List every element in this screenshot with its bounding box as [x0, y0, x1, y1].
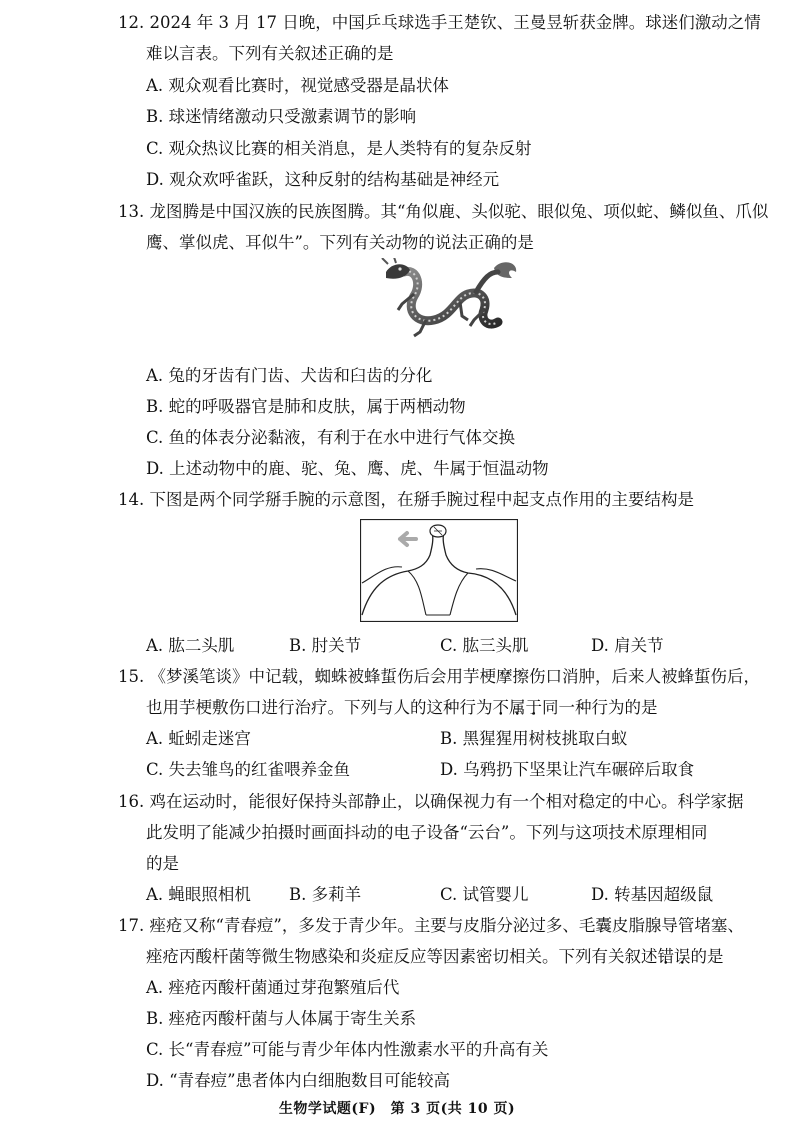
q16-option-a: A. 蝇眼照相机 [146, 885, 251, 904]
q12-stem-line2: 难以言表。下列有关叙述正确的是 [146, 44, 394, 63]
q13-option-c: C. 鱼的体表分泌黏液，有利于在水中进行气体交换 [146, 428, 516, 447]
q15-stem-line2-pre: 也用芋梗敷伤口进行治疗。下列与人的这种行为 [146, 698, 493, 717]
q14-option-a: A. 肱二头肌 [146, 636, 235, 655]
q13-stem-line2: 鹰、掌似虎、耳似牛”。下列有关动物的说法正确的是 [146, 233, 534, 252]
q17-option-b: B. 痤疮丙酸杆菌与人体属于寄生关系 [146, 1009, 417, 1028]
q14-option-b: B. 肘关节 [289, 636, 362, 655]
emphasis-char: 于 [525, 698, 542, 717]
q16-option-d: D. 转基因超级鼠 [591, 885, 714, 904]
emphasis-char: 不 [492, 698, 509, 717]
q16-option-c: C. 试管婴儿 [440, 885, 529, 904]
q12-option-c: C. 观众热议比赛的相关消息，是人类特有的复杂反射 [146, 139, 532, 158]
q17-stem-line1: 17. 痤疮又称“青春痘”，多发于青少年。主要与皮脂分泌过多、毛囊皮脂腺导管堵塞、 [118, 916, 744, 935]
q12-option-d: D. 观众欢呼雀跃，这种反射的结构基础是神经元 [146, 170, 500, 189]
q12-stem-line1: 12. 2024 年 3 月 17 日晚，中国乒乓球选手王楚钦、王曼昱斩获金牌。球迷们激动之情 [118, 13, 761, 32]
q13-option-d: D. 上述动物中的鹿、驼、兔、鹰、虎、牛属于恒温动物 [146, 459, 549, 478]
emphasis-char: 错 [657, 947, 674, 966]
q12-option-b: B. 球迷情绪激动只受激素调节的影响 [146, 107, 417, 126]
q13-option-a: A. 兔的牙齿有门齿、犬齿和臼齿的分化 [146, 366, 433, 385]
q14-stem-line1: 14. 下图是两个同学掰手腕的示意图，在掰手腕过程中起支点作用的主要结构是 [118, 490, 694, 509]
emphasis-char: 误 [674, 947, 691, 966]
q17-stem-line2-post: 的是 [690, 947, 724, 966]
q17-option-c: C. 长“青春痘”可能与青少年体内性激素水平的升高有关 [146, 1040, 549, 1059]
q17-stem-line2-pre: 痤疮丙酸杆菌等微生物感染和炎症反应等因素密切相关。下列有关叙述 [146, 947, 658, 966]
dragon-illustration [356, 258, 520, 340]
q14-option-c: C. 肱三头肌 [440, 636, 529, 655]
q17-option-a: A. 痤疮丙酸杆菌通过芽孢繁殖后代 [146, 978, 400, 997]
q12-option-a: A. 观众观看比赛时，视觉感受器是晶状体 [146, 76, 449, 95]
q17-option-d: D. “青春痘”患者体内白细胞数目可能较高 [146, 1071, 451, 1090]
q15-option-a: A. 蚯蚓走迷宫 [146, 729, 251, 748]
q15-stem-line1: 15. 《梦溪笔谈》中记载，蜘蛛被蜂蜇伤后会用芋梗摩擦伤口消肿，后来人被蜂蜇伤后， [118, 667, 760, 686]
q15-stem-line2-post: 同一种行为的是 [542, 698, 658, 717]
emphasis-char: 属 [509, 698, 526, 717]
arm-wrestling-diagram [360, 519, 518, 622]
q15-option-b: B. 黑猩猩用树枝挑取白蚁 [440, 729, 628, 748]
page-footer: 生物学试题(F) 第 3 页(共 10 页) [278, 1101, 516, 1117]
q16-option-b: B. 多莉羊 [289, 885, 362, 904]
q16-stem-line2: 此发明了能减少拍摄时画面抖动的电子设备“云台”。下列与这项技术原理相同 [146, 823, 708, 842]
q15-stem-line2 [146, 698, 658, 718]
q13-option-b: B. 蛇的呼吸器官是肺和皮肤，属于两栖动物 [146, 397, 466, 416]
q17-stem-line2 [146, 947, 724, 967]
q15-option-c: C. 失去雏鸟的红雀喂养金鱼 [146, 760, 351, 779]
q13-stem-line1: 13. 龙图腾是中国汉族的民族图腾。其“角似鹿、头似驼、眼似兔、项似蛇、鳞似鱼、爪似 [118, 202, 769, 221]
q15-option-d: D. 乌鸦扔下坚果让汽车碾碎后取食 [440, 760, 695, 779]
q14-option-d: D. 肩关节 [591, 636, 664, 655]
q16-stem-line3: 的是 [146, 854, 179, 873]
q16-stem-line1: 16. 鸡在运动时，能很好保持头部静止，以确保视力有一个相对稳定的中心。科学家据 [118, 792, 744, 811]
